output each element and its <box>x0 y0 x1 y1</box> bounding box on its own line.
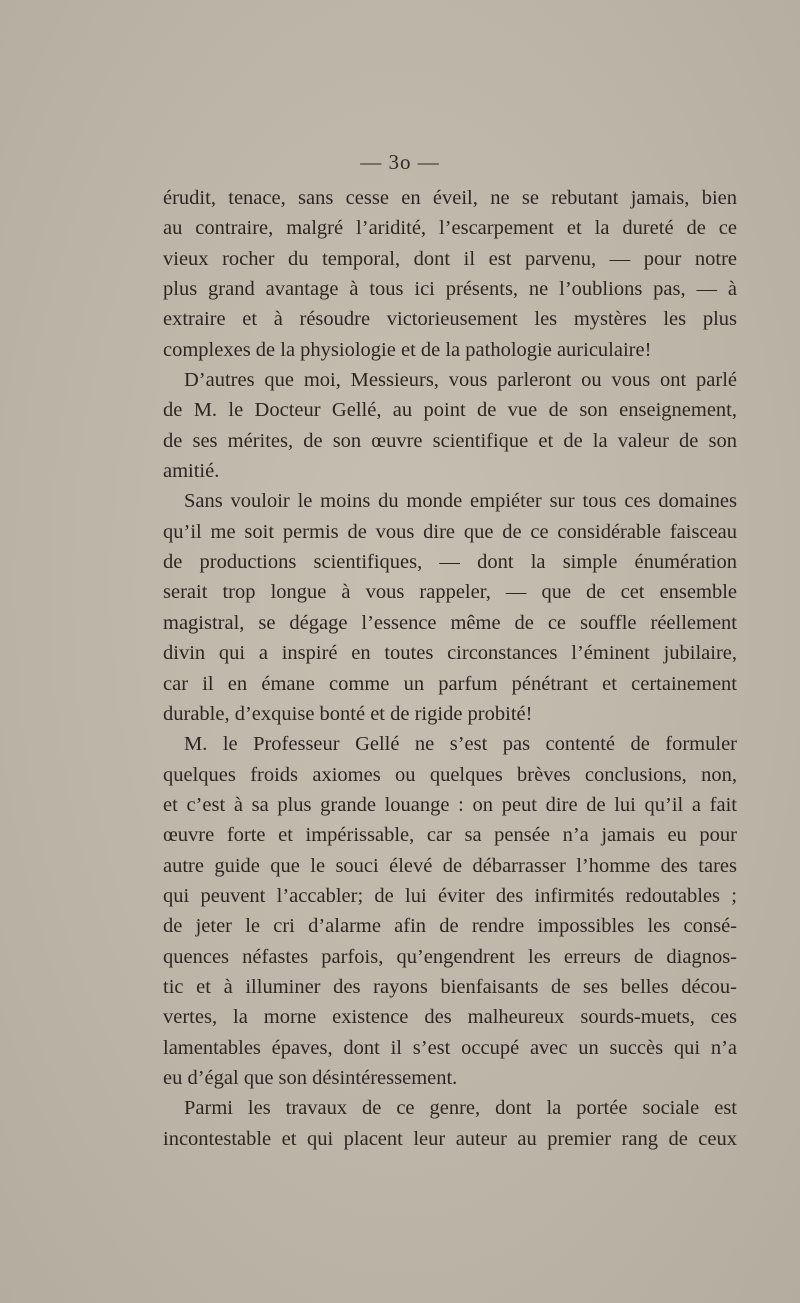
text-line: qu’il me soit permis de vous dire que de ce considérable faisceau <box>163 520 737 543</box>
text-line: et c’est à sa plus grande louange : on peut dire de lui qu’il a fait <box>163 793 737 816</box>
text-line: au contraire, malgré l’aridité, l’escarpement et la dureté de ce <box>163 217 737 240</box>
text-line: Parmi les travaux de ce genre, dont la portée sociale est <box>184 1097 737 1120</box>
text-line: vieux rocher du temporal, dont il est parvenu, — pour notre <box>163 247 737 270</box>
page-number: — 3o — <box>360 150 440 174</box>
text-line: car il en émane comme un parfum pénétrant et certainement <box>163 672 737 695</box>
text-line: érudit, tenace, sans cesse en éveil, ne se rebutant jamais, bien <box>163 187 737 209</box>
text-line: quelques froids axiomes ou quelques brèves conclusions, non, <box>163 763 737 786</box>
text-line: eu d’égal que son désintéressement. <box>163 1066 458 1089</box>
text-line: tic et à illuminer des rayons bienfaisants de ses belles décou- <box>163 975 737 998</box>
text-line: lamentables épaves, dont il s’est occupé avec un succès qui n’a <box>163 1036 737 1059</box>
text-line: de M. le Docteur Gellé, au point de vue de son enseignement, <box>163 399 737 422</box>
text-line: œuvre forte et impérissable, car sa pensée n’a jamais eu pour <box>163 824 737 847</box>
text-line: de ses mérites, de son œuvre scientifique et de la valeur de son <box>163 429 737 452</box>
text-line: M. le Professeur Gellé ne s’est pas contenté de formuler <box>184 733 737 756</box>
text-line: quences néfastes parfois, qu’engendrent les erreurs de diagnos- <box>163 945 737 968</box>
text-line: durable, d’exquise bonté et de rigide probité! <box>163 702 533 725</box>
text-line: complexes de la physiologie et de la pathologie auriculaire! <box>163 338 652 361</box>
text-line: de productions scientifiques, — dont la simple énumération <box>163 551 737 574</box>
text-line: amitié. <box>163 460 220 483</box>
text-line: autre guide que le souci élevé de débarrasser l’homme des tares <box>163 854 737 877</box>
text-line: qui peuvent l’accabler; de lui éviter des infirmités redoutables ; <box>163 884 737 907</box>
text-line: plus grand avantage à tous ici présents, ne l’oublions pas, — à <box>163 278 737 301</box>
text-line: de jeter le cri d’alarme afin de rendre impossibles les consé- <box>163 915 737 938</box>
text-line: serait trop longue à vous rappeler, — que de cet ensemble <box>163 581 737 604</box>
text-line: incontestable et qui placent leur auteur au premier rang de ceux <box>163 1127 737 1150</box>
text-line: extraire et à résoudre victorieusement les mystères les plus <box>163 308 737 331</box>
text-line: divin qui a inspiré en toutes circonstances l’éminent jubilaire, <box>163 642 737 665</box>
body-text <box>163 183 737 1154</box>
text-line: D’autres que moi, Messieurs, vous parleront ou vous ont parlé <box>184 369 737 392</box>
text-line: vertes, la morne existence des malheureux sourds-muets, ces <box>163 1006 737 1029</box>
text-line: magistral, se dégage l’essence même de ce souffle réellement <box>163 611 737 634</box>
text-line: Sans vouloir le moins du monde empiéter sur tous ces domaines <box>184 490 737 513</box>
